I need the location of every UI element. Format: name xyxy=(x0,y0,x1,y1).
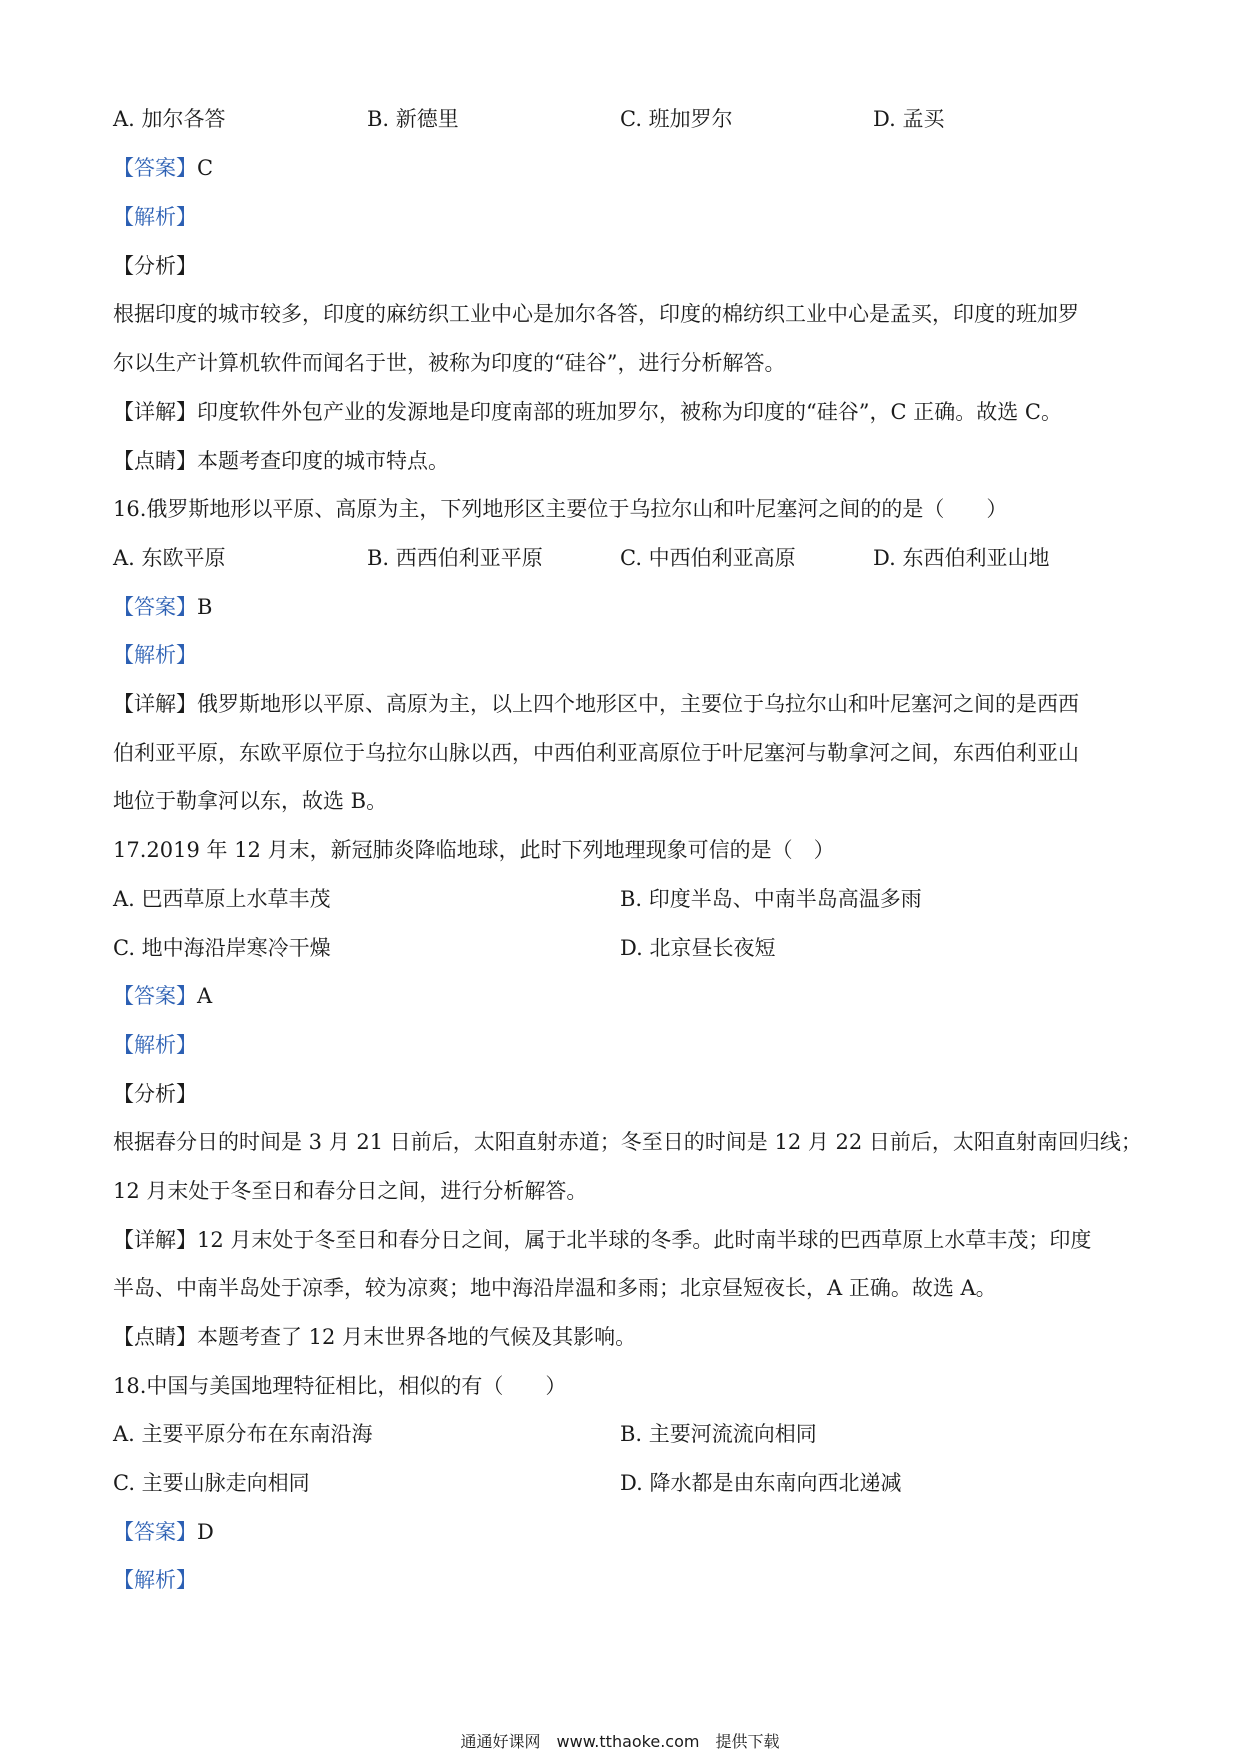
detail-text: 12 月末处于冬至日和春分日之间，属于北半球的冬季。此时南半球的巴西草原上水草丰茂；印度 xyxy=(197,1228,1092,1252)
q17-detail-line-2: 半岛、中南半岛处于凉季，较为凉爽；地中海沿岸温和多雨；北京昼短夜长，A 正确。故选 A。 xyxy=(113,1276,997,1300)
q15-fenxi-line: 根据印度的城市较多，印度的麻纺织工业中心是加尔各答，印度的棉纺织工业中心是孟买，印度的班加罗 xyxy=(113,302,1079,326)
q17-option-b: B. 印度半岛、中南半岛高温多雨 xyxy=(620,887,922,911)
answer-value: D xyxy=(197,1520,214,1544)
comment-text: 本题考查印度的城市特点。 xyxy=(197,449,449,473)
q15-detail xyxy=(113,397,1062,427)
detail-tag: 【详解】 xyxy=(113,1228,197,1252)
answer-value: C xyxy=(197,156,214,180)
q18-stem: 18.中国与美国地理特征相比，相似的有（ ） xyxy=(113,1374,567,1398)
comment-tag: 【点睛】 xyxy=(113,449,197,473)
q18-answer xyxy=(113,1517,214,1547)
q15-option-b: B. 新德里 xyxy=(367,107,459,131)
q17-option-c: C. 地中海沿岸寒冷干燥 xyxy=(113,936,331,960)
q17-option-a: A. 巴西草原上水草丰茂 xyxy=(113,887,331,911)
q16-detail-line-3: 地位于勒拿河以东，故选 B。 xyxy=(113,789,388,813)
q15-option-c: C. 班加罗尔 xyxy=(620,107,733,131)
q18-option-c: C. 主要山脉走向相同 xyxy=(113,1471,310,1495)
q16-option-b: B. 西西伯利亚平原 xyxy=(367,546,543,570)
q15-answer xyxy=(113,153,213,183)
q16-answer xyxy=(113,592,212,622)
q17-fenxi-line: 12 月末处于冬至日和春分日之间，进行分析解答。 xyxy=(113,1179,588,1203)
comment-tag: 【点睛】 xyxy=(113,1325,197,1349)
q17-analysis-tag: 【解析】 xyxy=(113,1033,197,1057)
q15-analysis-tag: 【解析】 xyxy=(113,205,197,229)
answer-value: B xyxy=(197,595,213,619)
q15-option-a: A. 加尔各答 xyxy=(113,107,226,131)
answer-value: A xyxy=(197,984,213,1008)
q15-option-d: D. 孟买 xyxy=(873,107,945,131)
q16-stem: 16.俄罗斯地形以平原、高原为主，下列地形区主要位于乌拉尔山和叶尼塞河之间的的是（ ） xyxy=(113,497,1008,521)
q17-detail-line-1 xyxy=(113,1225,1091,1255)
detail-text: 印度软件外包产业的发源地是印度南部的班加罗尔，被称为印度的“硅谷”，C 正确。故选 C。 xyxy=(197,400,1062,424)
q16-option-a: A. 东欧平原 xyxy=(113,546,226,570)
comment-text: 本题考查了 12 月末世界各地的气候及其影响。 xyxy=(197,1325,637,1349)
q17-option-d: D. 北京昼长夜短 xyxy=(620,936,776,960)
detail-tag: 【详解】 xyxy=(113,692,197,716)
q15-fenxi-tag: 【分析】 xyxy=(113,254,197,278)
q16-detail-line-1 xyxy=(113,689,1079,719)
q17-comment xyxy=(113,1322,636,1352)
footer-download-note: 通通好课网 www.tthaoke.com 提供下载 xyxy=(460,1732,780,1751)
q17-answer xyxy=(113,981,212,1011)
q18-analysis-tag: 【解析】 xyxy=(113,1568,197,1592)
q17-fenxi-tag: 【分析】 xyxy=(113,1082,197,1106)
q17-stem: 17.2019 年 12 月末，新冠肺炎降临地球，此时下列地理现象可信的是（ ） xyxy=(113,838,835,862)
q16-option-c: C. 中西伯利亚高原 xyxy=(620,546,796,570)
q16-analysis-tag: 【解析】 xyxy=(113,643,197,667)
q17-fenxi-line: 根据春分日的时间是 3 月 21 日前后，太阳直射赤道；冬至日的时间是 12 月 22 日前后，太阳直射南回归线； xyxy=(113,1130,1142,1154)
q18-option-a: A. 主要平原分布在东南沿海 xyxy=(113,1422,373,1446)
q18-option-b: B. 主要河流流向相同 xyxy=(620,1422,817,1446)
detail-text: 俄罗斯地形以平原、高原为主，以上四个地形区中，主要位于乌拉尔山和叶尼塞河之间的是西西 xyxy=(197,692,1079,716)
q15-fenxi-line: 尔以生产计算机软件而闻名于世，被称为印度的“硅谷”，进行分析解答。 xyxy=(113,351,786,375)
q16-option-d: D. 东西伯利亚山地 xyxy=(873,546,1050,570)
q18-option-d: D. 降水都是由东南向西北递减 xyxy=(620,1471,902,1495)
answer-tag: 【答案】 xyxy=(113,1520,197,1544)
q15-comment xyxy=(113,446,449,476)
answer-tag: 【答案】 xyxy=(113,984,197,1008)
detail-tag: 【详解】 xyxy=(113,400,197,424)
q16-detail-line-2: 伯利亚平原，东欧平原位于乌拉尔山脉以西，中西伯利亚高原位于叶尼塞河与勒拿河之间，东西伯利亚山 xyxy=(113,741,1079,765)
answer-tag: 【答案】 xyxy=(113,595,197,619)
answer-tag: 【答案】 xyxy=(113,156,197,180)
